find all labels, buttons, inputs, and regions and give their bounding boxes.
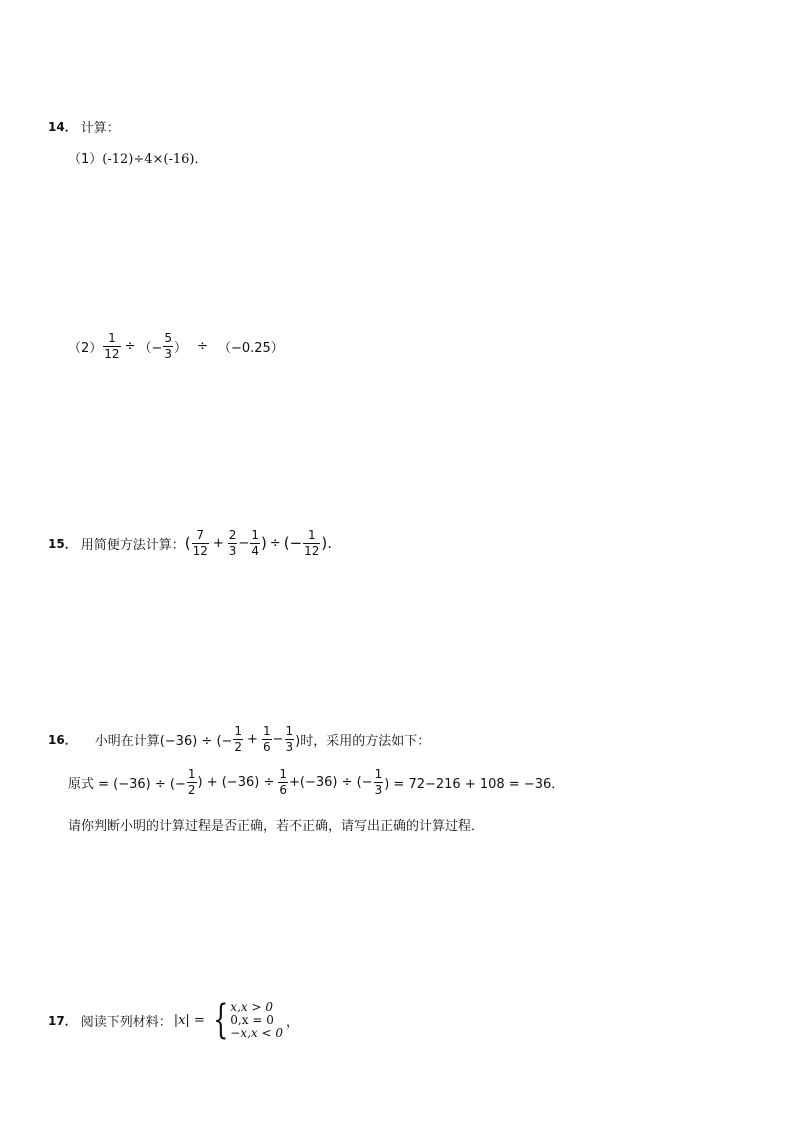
case-row: x,x > 0	[230, 999, 273, 1014]
question-text: 用简便方法计算：	[80, 537, 185, 553]
question-17	[48, 997, 300, 1043]
question-text: 阅读下列材料：	[80, 1014, 172, 1030]
solution-text: ) = 72−216 + 108 = −36．	[384, 776, 565, 792]
fraction	[278, 768, 288, 796]
denominator: 2	[187, 782, 196, 797]
punctuation: ，	[286, 1014, 300, 1030]
absolute-value: |x| =	[173, 1012, 205, 1028]
denominator: 3	[164, 346, 173, 361]
numerator: 1	[187, 767, 196, 781]
paren: ）	[174, 340, 188, 356]
numerator: 1	[108, 331, 116, 345]
denominator: 6	[279, 782, 287, 797]
numerator: 1	[251, 528, 259, 542]
paren: （−	[138, 340, 163, 356]
operator: +	[247, 731, 258, 747]
left-brace: {	[212, 997, 229, 1043]
operator: ÷	[197, 338, 208, 354]
denominator: 3	[228, 543, 237, 558]
denominator: 12	[192, 543, 208, 558]
prompt-text: 请你判断小明的计算过程是否正确，若不正确，请写出正确的计算过程．	[68, 819, 485, 834]
numerator: 1	[279, 767, 287, 781]
fraction	[262, 725, 272, 753]
fraction	[103, 332, 120, 360]
case-row: −x,x < 0	[230, 1025, 284, 1040]
intro-tail: )时，采用的方法如下：	[295, 733, 431, 749]
fraction	[228, 529, 238, 557]
intro-text: 小明在计算(−36) ÷ (−	[94, 733, 233, 749]
question-14-part-2	[68, 332, 284, 360]
operator: −	[238, 535, 250, 551]
denominator: 12	[304, 543, 320, 558]
case-row: 0,x = 0	[230, 1012, 274, 1027]
solution-text: +(−36) ÷ (−	[288, 774, 373, 790]
question-15	[48, 529, 332, 557]
denominator: 3	[374, 782, 383, 797]
question-title: 计算：	[80, 121, 120, 136]
denominator: 12	[104, 346, 120, 361]
question-number: 14．	[48, 120, 77, 134]
question-14-part-1	[68, 148, 208, 167]
numerator: 1	[374, 767, 383, 781]
expression: (-12)÷4×(-16)．	[102, 152, 208, 167]
fraction	[374, 768, 384, 796]
numerator: 1	[307, 528, 316, 542]
fraction	[192, 529, 209, 557]
question-16-intro	[48, 725, 430, 753]
expression-tail: （−0.25）	[217, 340, 284, 356]
fraction	[187, 768, 197, 796]
fraction	[233, 725, 243, 753]
operator: −	[272, 731, 284, 747]
part-label: （1）	[68, 152, 103, 167]
question-number: 17．	[48, 1013, 77, 1028]
denominator: 4	[251, 543, 259, 558]
paren: )	[260, 534, 267, 553]
operator: ÷	[269, 535, 281, 551]
numerator: 5	[164, 331, 173, 345]
solution-text: ) + (−36) ÷	[197, 774, 275, 790]
piecewise-definition	[208, 997, 284, 1043]
question-number: 15．	[48, 536, 77, 551]
paren: (	[184, 534, 191, 553]
numerator: 1	[285, 724, 294, 738]
fraction	[250, 529, 260, 557]
solution-text: 原式 = (−36) ÷ (−	[68, 776, 186, 792]
part-label: （2）	[68, 340, 103, 356]
paren: ).	[321, 534, 333, 553]
fraction	[285, 725, 295, 753]
numerator: 2	[228, 528, 237, 542]
operator: ÷	[124, 338, 136, 354]
question-14-heading	[48, 117, 120, 136]
question-number: 16．	[48, 732, 77, 747]
denominator: 3	[285, 739, 294, 754]
paren: (−	[283, 534, 303, 553]
numerator: 1	[234, 724, 243, 738]
fraction	[303, 529, 320, 557]
denominator: 2	[234, 739, 243, 754]
question-16-prompt	[68, 815, 484, 834]
fraction	[163, 332, 173, 360]
operator: +	[212, 535, 224, 551]
numerator: 7	[196, 528, 205, 542]
numerator: 1	[262, 724, 271, 738]
question-16-solution	[68, 768, 564, 796]
denominator: 6	[262, 739, 271, 754]
case-list	[230, 1001, 283, 1040]
